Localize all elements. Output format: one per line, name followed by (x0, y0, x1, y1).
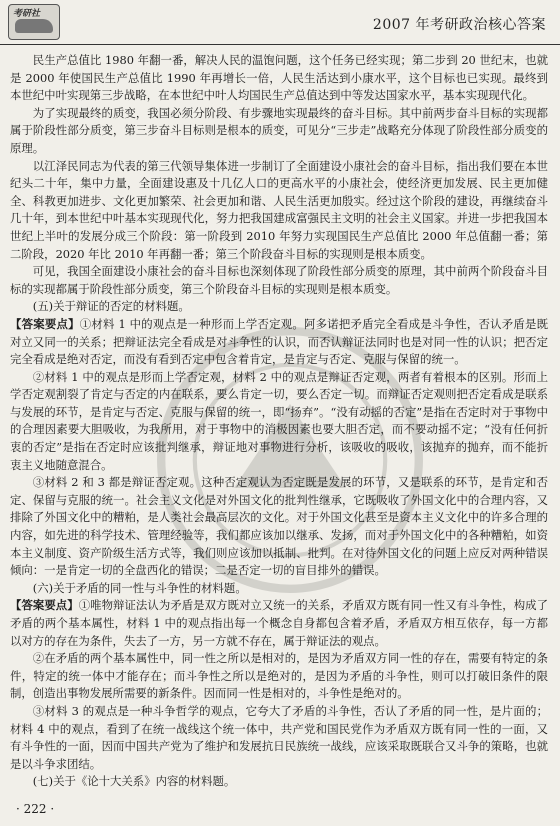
paragraph-text: ②材料 1 中的观点是形而上学否定观，材料 2 中的观点是辩证否定观，两者有着根本的区别。形而上学否定观割裂了肯定与否定的内在联系，要么肯定一切，要么否定一切。而辩证否定观则把否定看成是联系与发展的环节，是肯定与否定、克服与保留的统一，即“扬弃”。“没有动摇的否定”是指在否定时对于事物中的合理因素要大胆吸收，为我所用，对于事物中的消极因素也要大胆否定，而不要动摇不定；“没有任何折衷的否定”是指在否定时应该批判继承，辩证地对事物进行分析，该吸收的吸收，该抛弃的抛弃，而不能折衷主义地随意混合。 (10, 369, 548, 472)
body-paragraph (10, 158, 548, 264)
paragraph-text: 为了实现最终的质变，我国必须分阶段、有步骤地实现最终的奋斗目标。其中前两步奋斗目标的实现都属于阶段性部分质变，第三步奋斗目标则是根本的质变，可见分“三步走”战略充分体现了阶段性部分质变的原理。 (10, 105, 548, 155)
paragraph-text: ①材料 1 中的观点是一种形而上学否定观。阿多诺把矛盾完全看成是斗争性，否认矛盾是既对立又同一的关系；把辩证法完全看成是对斗争性的认识，而否认辩证法同时也是对同一性的认识；把否定完全看成是绝对否定，而没有看到否定中包含着肯定，是肯定与否定、克服与保留的统一。 (10, 316, 548, 367)
body-paragraph (10, 650, 548, 703)
section-heading (10, 773, 548, 791)
answer-paragraph (10, 791, 548, 792)
paragraph-text: ②在矛盾的两个基本属性中，同一性之所以是相对的，是因为矛盾双方同一性的存在，需要有特定的条件，特定的统一体中才能存在；而斗争性之所以是绝对的，是因为矛盾的斗争性，则可以打破旧条件的限制，创造出事物发展所需要的新条件。因而同一性是相对的，斗争性是绝对的。 (10, 651, 548, 701)
paragraph-text: (七)关于《论十大关系》内容的材料题。 (32, 774, 236, 789)
answer-label: 【答案要点】 (10, 598, 79, 613)
answer-paragraph (10, 597, 548, 650)
paragraph-text: ③材料 2 和 3 都是辩证否定观。这种否定观认为否定既是发展的环节，又是联系的环节，是肯定和否定、保留与克服的统一。社会主义文化是对外国文化的批判性继承，它既吸收了外国文化中的合理内容，又排除了外国文化中的糟粕，是人类社会最高层次的文化。对于外国文化甚至是资本主义文化中的许多合理的内容，如先进的科学技术、管理经验等，我们都应该加以继承、发扬，而对于外国文化中的各种糟粕，如资本主义制度、资产阶级生活方式等，我们则应该加以抵制、批判。在对待外国文化的问题上应反对两种错误倾向：一是肯定一切的全盘西化的错误；二是否定一切的盲目排外的错误。 (10, 475, 548, 578)
paragraph-text: 民生产总值比 1980 年翻一番，解决人民的温饱问题，这个任务已经实现；第二步到 20 世纪末，也就是 2000 年使国民生产总值比 1990 年再增长一倍，人民生活达到小康水平，这个目标也已实现。最终到本世纪中叶实现第三步战略，在本世纪中叶人均国民生产总值达到中等发达国家水平，基本实现现代化。 (10, 53, 548, 103)
paragraph-text: ①唯物辩证法认为矛盾是双方既对立又统一的关系，矛盾双方既有同一性又有斗争性，构成了矛盾的两个基本属性，材料 1 中的观点指出每一个概念自身都包含着矛盾，矛盾双方相互依存，每一方都以对方的存在为条件，失去了一方，另一方就不存在，属于辩证法的观点。 (10, 598, 548, 648)
body-paragraph (10, 105, 548, 158)
body-paragraph (10, 369, 548, 475)
answer-label: 【答案要点】 (10, 316, 80, 331)
section-heading (10, 298, 548, 316)
page-body (10, 52, 548, 792)
paragraph-text: (五)关于辩证的否定的材料题。 (32, 299, 190, 314)
logo-car-icon (15, 19, 53, 33)
body-paragraph (10, 474, 548, 580)
publisher-logo (8, 4, 60, 40)
running-header-title: 2007 年考研政治核心答案 (372, 17, 546, 33)
paragraph-text: ③材料 3 的观点是一种斗争哲学的观点，它夸大了矛盾的斗争性，否认了矛盾的同一性，是片面的；材料 4 中的观点，看到了在统一战线这个统一体中，共产党和国民党作为矛盾双方既有同一性的一面，又有斗争性的一面，因而中国共产党为了维护和发展抗日民族统一战线，应该采取既联合又斗争的策略，也就是以斗争求团结。 (10, 703, 548, 771)
paragraph-text: (六)关于矛盾的同一性与斗争性的材料题。 (32, 580, 247, 595)
body-paragraph (10, 263, 548, 298)
page-number: · 222 · (16, 802, 55, 816)
paragraph-text: 可见，我国全面建设小康社会的奋斗目标也深刻体现了阶段性部分质变的原理，其中前两个阶段奋斗目标的实现都属于阶段性部分质变，第三个阶段奋斗目标的实现则是根本质变。 (10, 264, 548, 296)
paragraph-text: 以江泽民同志为代表的第三代领导集体进一步制订了全面建设小康社会的奋斗目标，指出我们要在本世纪头二十年，集中力量，全面建设惠及十几亿人口的更高水平的小康社会，使经济更加发展、民主更加健全、科教更加进步、文化更加繁荣、社会更加和谐、人民生活更加殷实。经过这个阶段的建设，再继续奋斗几十年，到本世纪中叶基本实现现代化，努力把我国建成富强民主文明的社会主义国家。并进一步把我国本世纪上半叶的发展分成三个阶段：第一阶段到 2010 年努力实现国民生产总值比 2000 年总值翻一番；第二阶段，2020 年比 2010 年再翻一番；第三个阶段奋斗目标的实现则是根本质变。 (10, 158, 548, 261)
body-paragraph (10, 52, 548, 105)
logo-text: 考研社 (13, 9, 41, 19)
answer-paragraph (10, 316, 548, 369)
section-heading (10, 580, 548, 598)
body-paragraph (10, 703, 548, 773)
page-header (0, 0, 560, 45)
